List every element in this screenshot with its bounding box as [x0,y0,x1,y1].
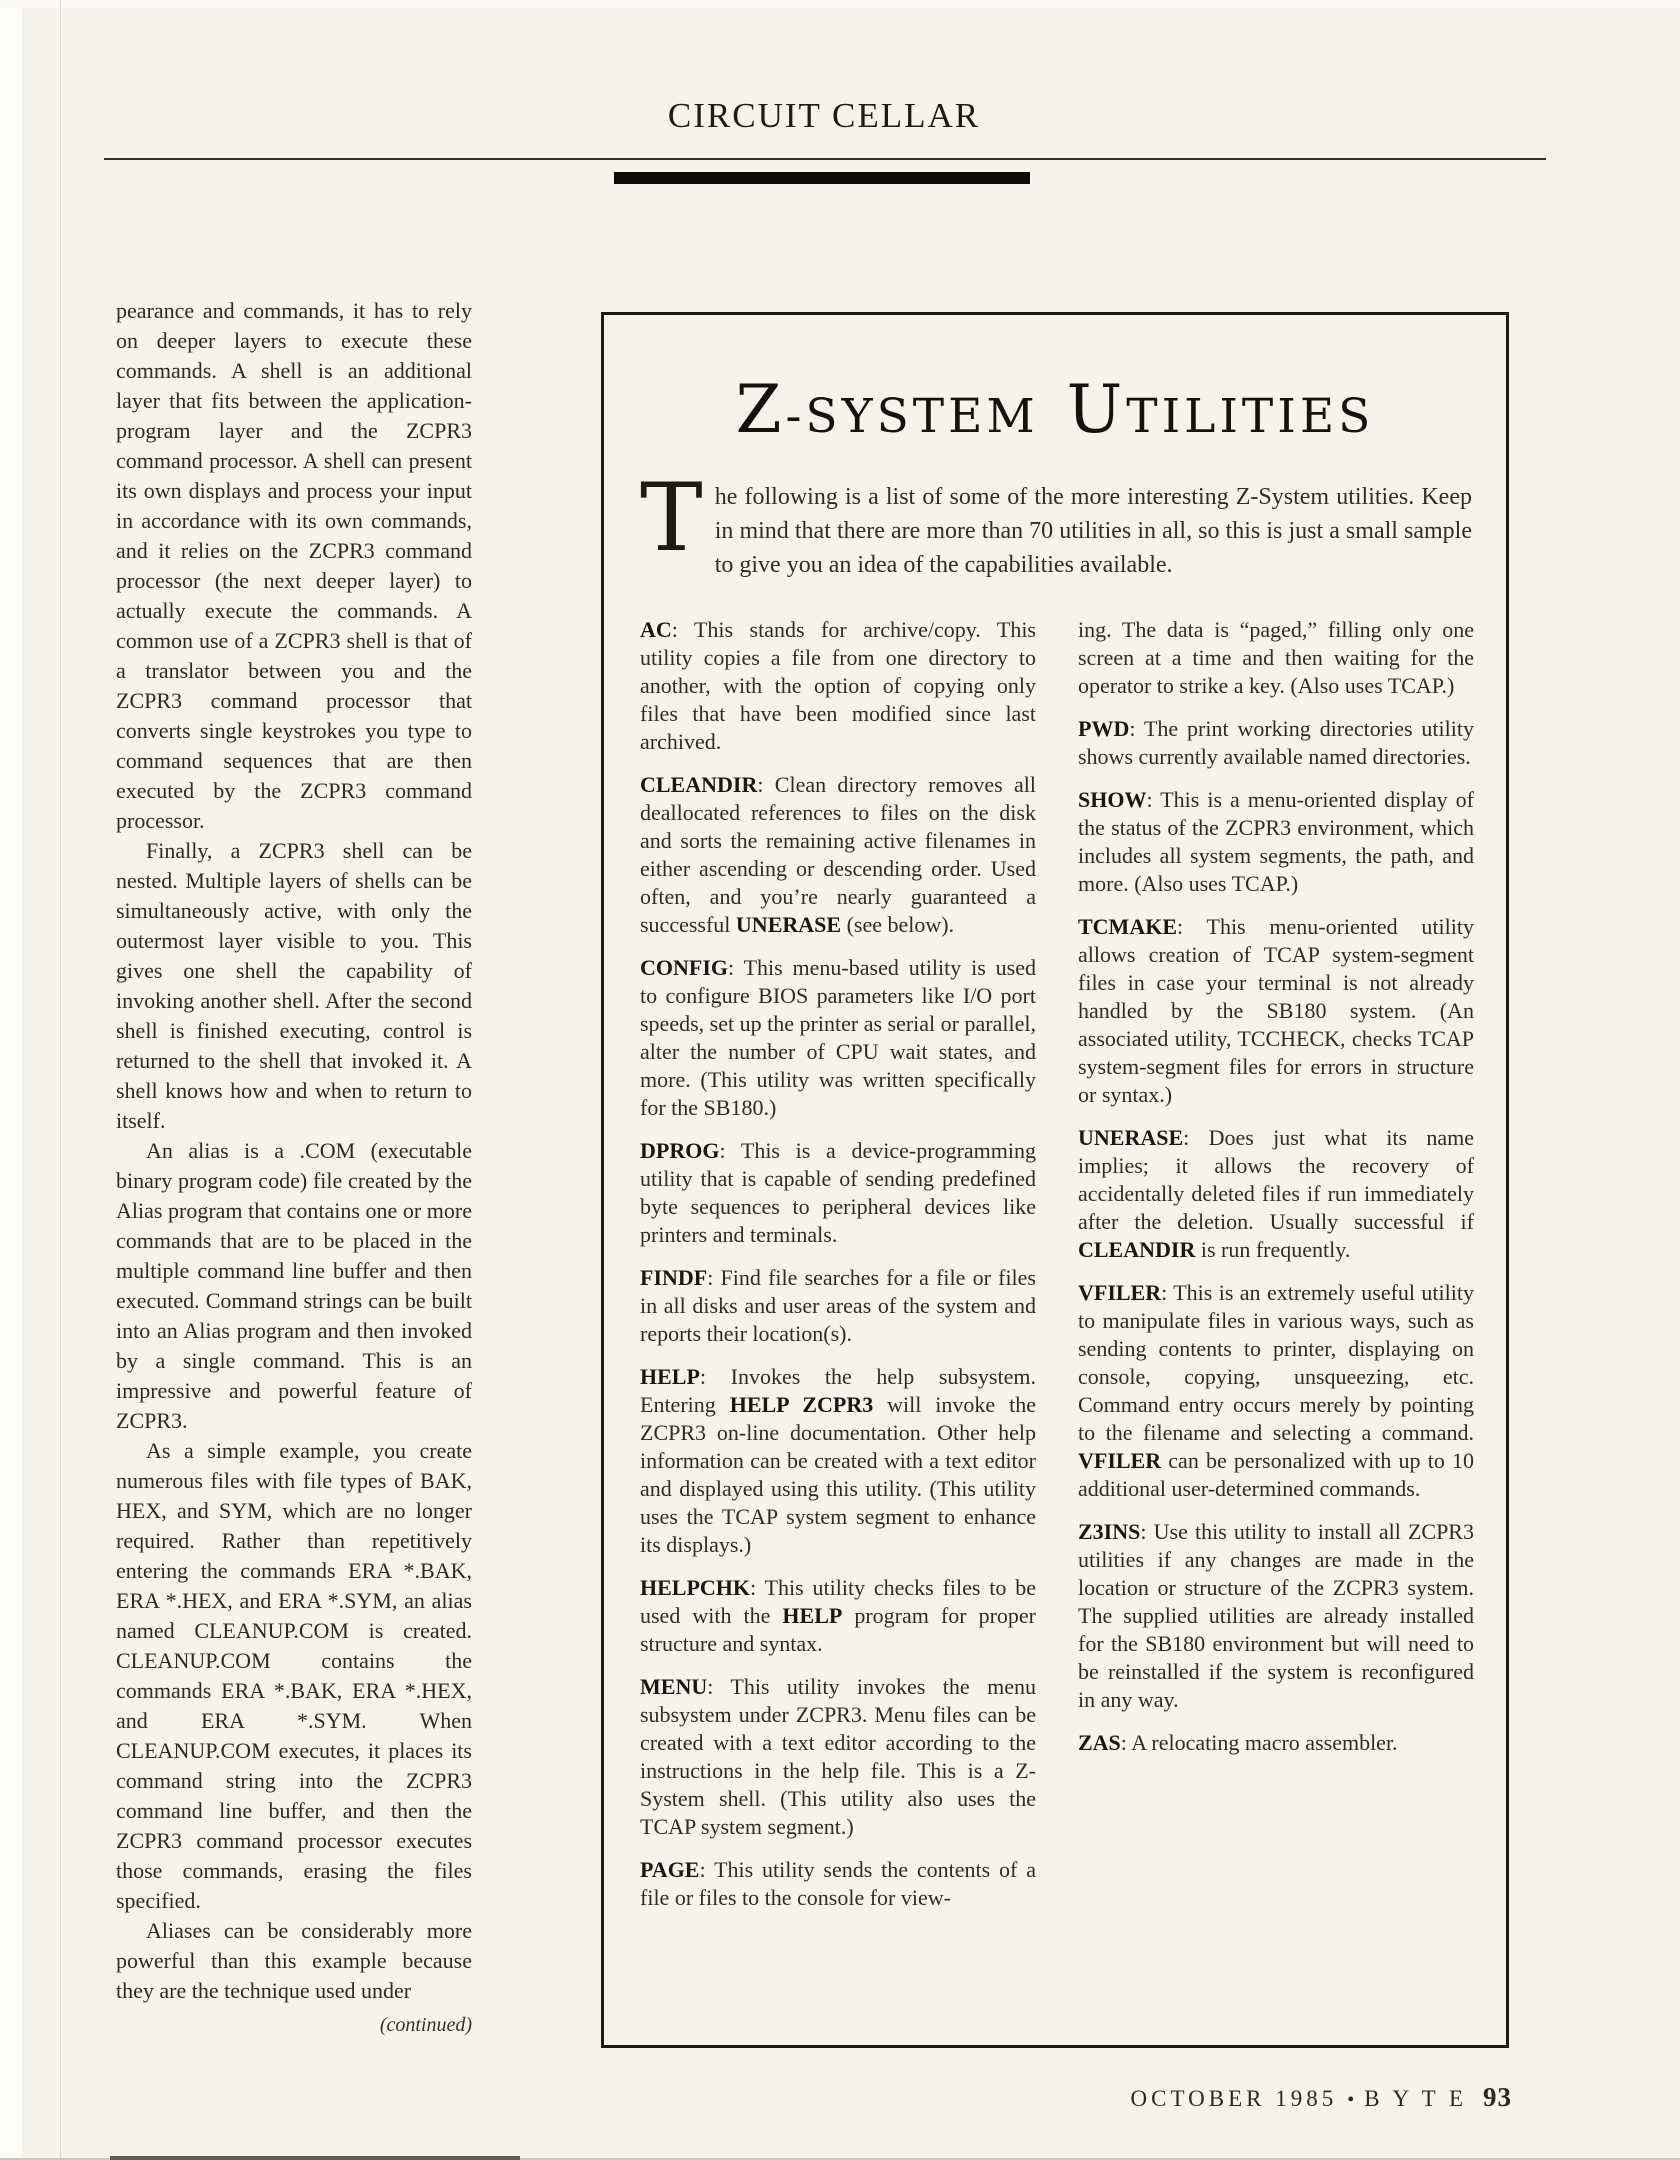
utility-entry: DPROG: This is a device-programming utility that is capable of sending predefined byte sequences to peripheral devices like printers and terminals. [640,1138,1036,1247]
header-bar [614,172,1030,184]
utility-entry: PAGE: This utility sends the contents of a file or files to the console for view- [640,1857,1036,1910]
utility-entry: HELPCHK: This utility checks files to be used with the HELP program for proper structure and syntax. [640,1575,1036,1656]
utility-name: Z3INS [1078,1519,1141,1544]
utility-entry: TCMAKE: This menu-oriented utility allows creation of TCAP system-segment files in case your terminal is not already handled by the SB180 system. (An associated utility, TCCHECK, checks TCAP system-segment files for errors in structure or syntax.) [1078,914,1474,1107]
footer-issue: OCTOBER 1985 [1130,2086,1338,2111]
utility-name: CONFIG [640,955,728,980]
article-paragraph: An alias is a .COM (executable binary program code) file created by the Alias program that contains one or more commands that are to be placed in the multiple command line buffer and then executed. Command strings can be built into an Alias program and then invoked by a single command. This is an impressive and powerful feature of ZCPR3. [116,1138,472,1433]
box-title-word: UTILITIES [1066,371,1375,448]
footer-brand: B Y T E [1364,2086,1467,2111]
utility-name: TCMAKE [1078,914,1177,939]
page-footer [1131,2082,1512,2113]
utility-entry: CONFIG: This menu-based utility is used to configure BIOS parameters like I/O port speeds, set up the printer as serial or parallel, alter the number of CPU wait states, and more. (This utility was written specifically for the SB180.) [640,955,1036,1120]
utility-name: PWD [1078,716,1130,741]
utilities-column-left [640,616,1036,1927]
utility-name: DPROG [640,1138,720,1163]
article-paragraph: As a simple example, you create numerous files with file types of BAK, HEX, and SYM, which are no longer required. Rather than repetitively entering the commands ERA *.BAK, ERA *.HEX, and ERA *.SYM, an alias named CLEANUP.COM is created. CLEANUP.COM contains the commands ERA *.BAK, ERA *.HEX, and ERA *.SYM. When CLEANUP.COM executes, it places its command string into the ZCPR3 command line buffer, and then the ZCPR3 command processor executes those commands, erasing the files specified. [116,1438,472,1913]
utility-name: VFILER [1078,1280,1162,1305]
utility-entry: FINDF: Find file searches for a file or files in all disks and user areas of the system and reports their location(s). [640,1265,1036,1346]
utility-name: AC [640,617,672,642]
utility-name: PAGE [640,1857,700,1882]
utility-entry: AC: This stands for archive/copy. This utility copies a file from one directory to another, with the option of copying only files that have been modified since last archived. [640,617,1036,754]
scan-edge-top [0,0,1680,8]
utility-name: HELPCHK [640,1575,751,1600]
page-edge-line [60,0,61,2160]
continued-note: (continued) [379,2014,472,2036]
utility-entry: CLEANDIR: Clean directory removes all deallocated references to files on the disk and sorts the remaining active filenames in either ascending or descending order. Used often, and you’re nearly guaranteed a successful UNERASE (see below). [640,772,1036,937]
utilities-column-right [1078,616,1474,1927]
utility-name: MENU [640,1674,708,1699]
article-paragraph: pearance and commands, it has to rely on deeper layers to execute these commands. A shell is an additional layer that fits between the application-program layer and the ZCPR3 command processor. A shell can present its own displays and process your input in accordance with its own commands, and it relies on the ZCPR3 command processor (the next deeper layer) to actually execute the commands. A common use of a ZCPR3 shell is that of a translator between you and the ZCPR3 command processor that converts single keystrokes you type to command sequences that are then executed by the ZCPR3 command processor. [116,298,472,833]
utility-entry: ing. The data is “paged,” filling only one screen at a time and then waiting for the operator to strike a key. (Also uses TCAP.) [1078,617,1474,698]
article-paragraph: Aliases can be considerably more powerful than this example because they are the technique used under [116,1918,472,2003]
utility-name: UNERASE [1078,1125,1184,1150]
utilities-columns [640,616,1474,1927]
utility-entry: MENU: This utility invokes the menu subsystem under ZCPR3. Menu files can be created with a text editor according to the instructions in the help file. This is a Z-System shell. (This utility also uses the TCAP system segment.) [640,1674,1036,1839]
box-title [604,371,1506,448]
article-column [116,296,472,2040]
utility-entry: PWD: The print working directories utility shows currently available named directories. [1078,716,1474,769]
utility-name: ZAS [1078,1730,1121,1755]
article-paragraph: Finally, a ZCPR3 shell can be nested. Multiple layers of shells can be simultaneously active, with only the outermost layer visible to you. This gives one shell the capability of invoking another shell. After the second shell is finished executing, control is returned to the shell that invoked it. A shell knows how and when to return to itself. [116,838,472,1133]
footer-bullet: • [1347,2089,1355,2111]
bottom-scan-artifact [110,2156,520,2160]
utility-entry: VFILER: This is an extremely useful utility to manipulate files in various ways, such as sending contents to printer, displaying on console, copying, unsqueezing, etc. Command entry occurs merely by pointing to the filename and selecting a command. VFILER can be personalized with up to 10 additional user-determined commands. [1078,1280,1474,1501]
box-title-word: Z-SYSTEM [735,371,1039,448]
utility-entry: ZAS: A relocating macro assembler. [1078,1730,1398,1755]
utility-name: SHOW [1078,787,1147,812]
box-intro [640,464,1472,582]
section-title: CIRCUIT CELLAR [667,96,981,135]
utility-entry: HELP: Invokes the help subsystem. Entering HELP ZCPR3 will invoke the ZCPR3 on-line documentation. Other help information can be created with a text editor and displayed using this utility. (This utility uses the TCAP system segment to enhance its displays.) [640,1364,1037,1557]
utility-name: FINDF [640,1265,708,1290]
utility-entry: Z3INS: Use this utility to install all ZCPR3 utilities if any changes are made in the location or structure of the ZCPR3 system. The supplied utilities are already installed for the SB180 environment but will need to be reinstalled if the system is reconfigured in any way. [1078,1519,1474,1712]
z-system-utilities-box [601,312,1509,2048]
header-rule [104,158,1546,160]
utility-entry: SHOW: This is a menu-oriented display of the status of the ZCPR3 environment, which includes all system segments, the path, and more. (Also uses TCAP.) [1078,787,1474,896]
utility-name: CLEANDIR [640,772,758,797]
footer-page-number: 93 [1483,2082,1512,2112]
drop-cap: T [640,464,703,573]
utility-entry: UNERASE: Does just what its name implies; it allows the recovery of accidentally deleted files if run immediately after the deletion. Usually successful if CLEANDIR is run frequently. [1078,1125,1474,1262]
scan-edge-left [0,0,22,2160]
utility-name: HELP [640,1364,700,1389]
page-header [0,96,1648,136]
box-intro-text: he following is a list of some of the more interesting Z-System utilities. Keep in mind that there are more than 70 utilities in all, so this is just a small sample to give you an idea of the capabilities available. [714,484,1472,578]
